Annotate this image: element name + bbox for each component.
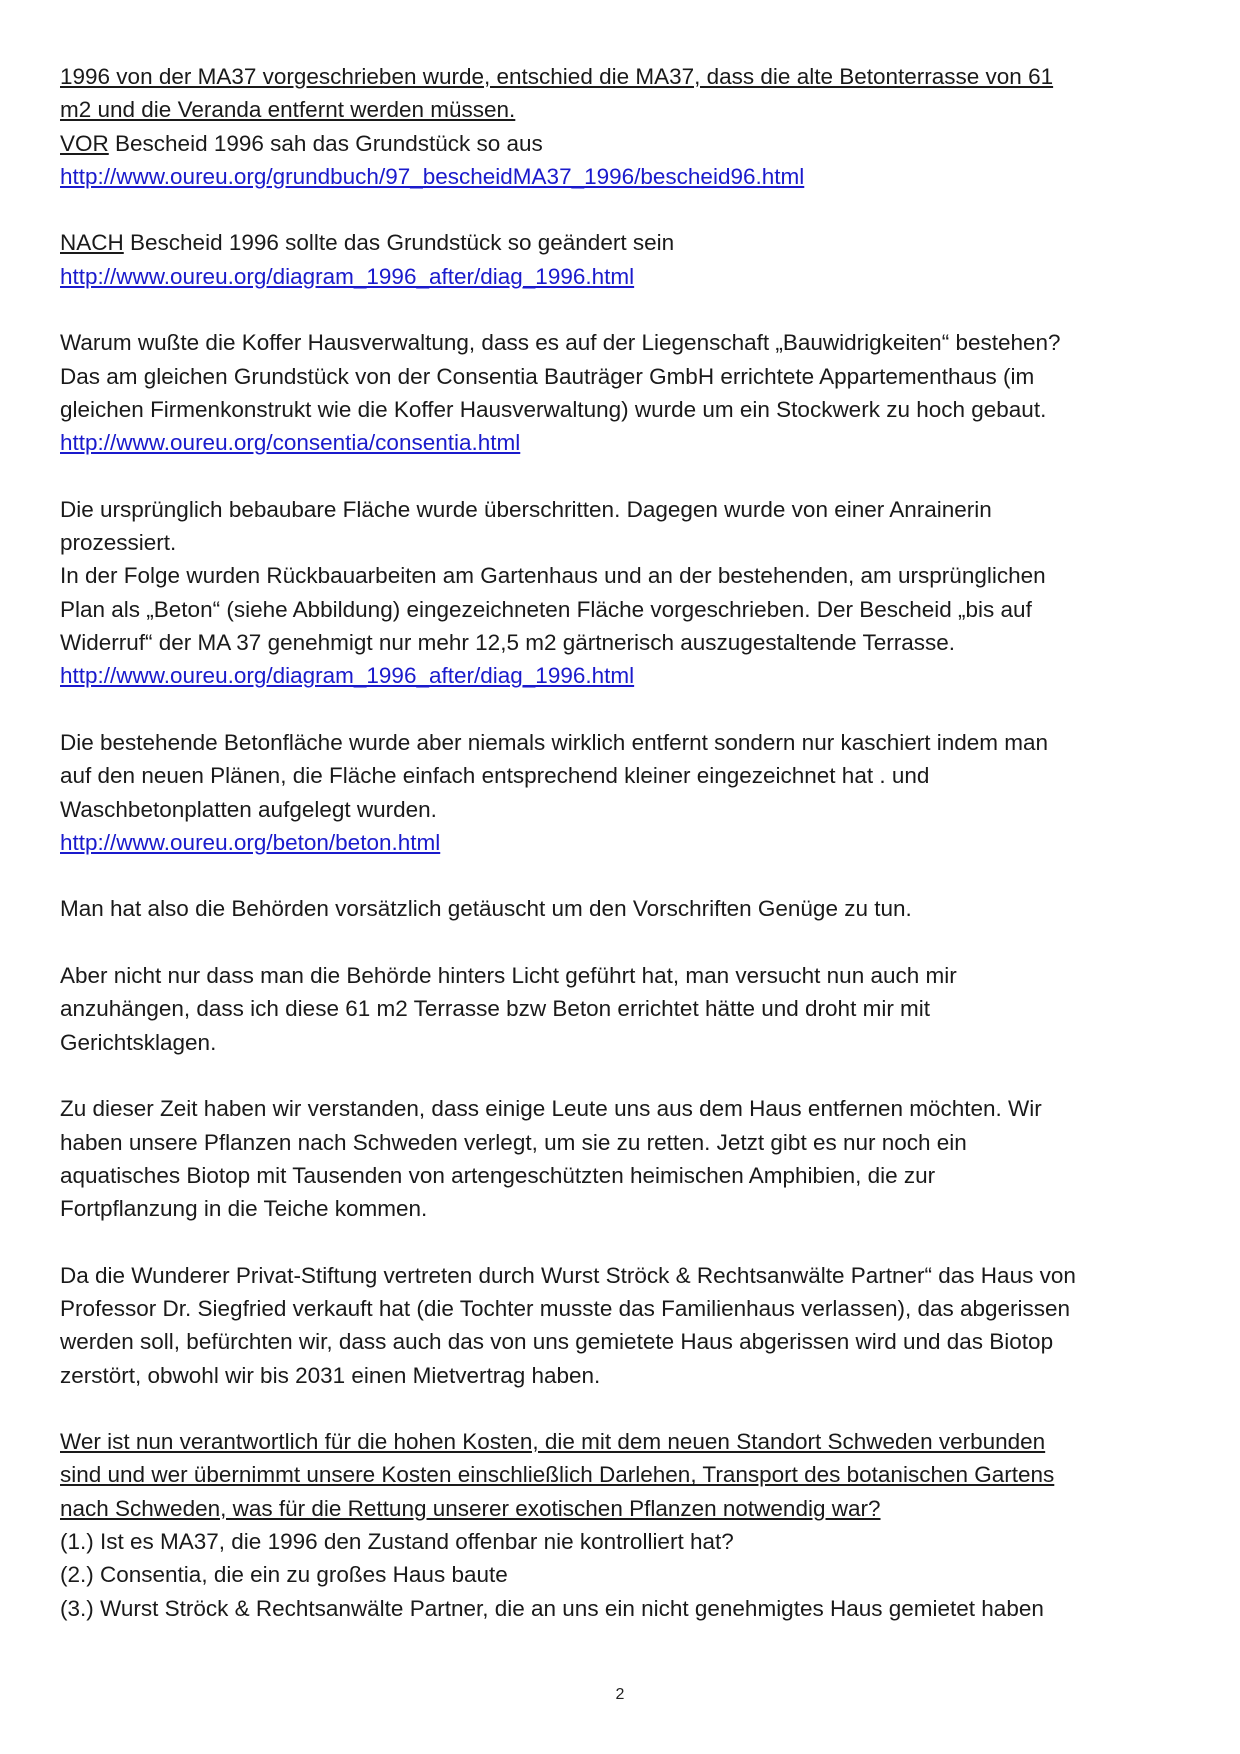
spacer bbox=[60, 1059, 1190, 1092]
after-paragraph bbox=[60, 226, 1190, 259]
blame-line-3: Gerichtsklagen. bbox=[60, 1029, 217, 1055]
after-link[interactable]: http://www.oureu.org/diagram_1996_after/diag_1996.html bbox=[60, 263, 635, 289]
intro-line-1: 1996 von der MA37 vorgeschrieben wurde, entschied die MA37, dass die alte Betonterrasse von 61 bbox=[60, 64, 1054, 89]
area-line-2: prozessiert. bbox=[60, 530, 177, 556]
document-page bbox=[60, 60, 1190, 1625]
question-line-3: nach Schweden, was für die Rettung unserer exotischen Pflanzen notwendig war? bbox=[60, 1495, 881, 1521]
before-link[interactable]: http://www.oureu.org/grundbuch/97_bescheidMA37_1996/bescheid96.html bbox=[60, 163, 805, 189]
sweden-line-1: Zu dieser Zeit haben wir verstanden, dass einige Leute uns aus dem Haus entfernen möchten. Wir bbox=[60, 1096, 1042, 1122]
question-line-1: Wer ist nun verantwortlich für die hohen Kosten, die mit dem neuen Standort Schweden verbunden bbox=[60, 1429, 1046, 1455]
concrete-line-3: Waschbetonplatten aufgelegt wurden. bbox=[60, 796, 437, 822]
list-item: (3.) Wurst Ströck & Rechtsanwälte Partner, die an uns ein nicht genehmigtes Haus gemietet haben bbox=[60, 1595, 1044, 1621]
foundation-line-1: Da die Wunderer Privat-Stiftung vertreten durch Wurst Ströck & Rechtsanwälte Partner“ das Haus von bbox=[60, 1262, 1076, 1288]
area-line-1: Die ursprünglich bebaubare Fläche wurde überschritten. Dagegen wurde von einer Anrainerin bbox=[60, 496, 992, 522]
sweden-line-4: Fortpflanzung in die Teiche kommen. bbox=[60, 1196, 428, 1222]
blame-line-2: anzuhängen, dass ich diese 61 m2 Terrasse bzw Beton errichtet hätte und droht mir mit bbox=[60, 996, 931, 1022]
after-text: Bescheid 1996 sollte das Grundstück so geändert sein bbox=[123, 230, 675, 256]
deceived-line-1: Man hat also die Behörden vorsätzlich getäuscht um den Vorschriften Genüge zu tun. bbox=[60, 896, 912, 922]
question-line-2: sind und wer übernimmt unsere Kosten einschließlich Darlehen, Transport des botanischen Gartens bbox=[60, 1462, 1055, 1488]
consentia-link[interactable]: http://www.oureu.org/consentia/consentia.html bbox=[60, 430, 521, 456]
beton-link[interactable]: http://www.oureu.org/beton/beton.html bbox=[60, 829, 441, 855]
page-number: 2 bbox=[615, 1686, 625, 1703]
sweden-line-3: aquatisches Biotop mit Tausenden von artengeschützten heimischen Amphibien, die zur bbox=[60, 1162, 936, 1188]
foundation-line-3: werden soll, befürchten wir, dass auch das von uns gemietete Haus abgerissen wird und das Biotop bbox=[60, 1329, 1054, 1355]
area-line-3: In der Folge wurden Rückbauarbeiten am Gartenhaus und an der bestehenden, am ursprünglichen bbox=[60, 563, 1046, 589]
intro-line-2: m2 und die Veranda entfernt werden müssen. bbox=[60, 97, 516, 123]
list-item: (1.) Ist es MA37, die 1996 den Zustand offenbar nie kontrolliert hat? bbox=[60, 1529, 734, 1555]
spacer bbox=[60, 460, 1190, 493]
spacer bbox=[60, 293, 1190, 326]
spacer bbox=[60, 859, 1190, 892]
foundation-line-2: Professor Dr. Siegfried verkauft hat (die Tochter musste das Familienhaus verlassen), das abgerissen bbox=[60, 1295, 1071, 1321]
spacer bbox=[60, 926, 1190, 959]
spacer bbox=[60, 1225, 1190, 1258]
concrete-line-1: Die bestehende Betonfläche wurde aber niemals wirklich entfernt sondern nur kaschiert indem man bbox=[60, 729, 1049, 755]
why-line-1: Warum wußte die Koffer Hausverwaltung, dass es auf der Liegenschaft „Bauwidrigkeiten“ bestehen? bbox=[60, 330, 1061, 356]
concrete-line-2: auf den neuen Plänen, die Fläche einfach entsprechend kleiner eingezeichnet hat . und bbox=[60, 763, 930, 789]
spacer bbox=[60, 1392, 1190, 1425]
sweden-line-2: haben unsere Pflanzen nach Schweden verlegt, um sie zu retten. Jetzt gibt es nur noch ein bbox=[60, 1129, 967, 1155]
why-line-2: Das am gleichen Grundstück von der Consentia Bauträger GmbH errichtete Appartementhaus (im bbox=[60, 363, 1035, 389]
before-paragraph bbox=[60, 127, 1190, 160]
why-line-3: gleichen Firmenkonstrukt wie die Koffer Hausverwaltung) wurde um ein Stockwerk zu hoch gebaut. bbox=[60, 396, 1047, 422]
blame-line-1: Aber nicht nur dass man die Behörde hinters Licht geführt hat, man versucht nun auch mir bbox=[60, 963, 957, 989]
area-line-5: Widerruf“ der MA 37 genehmigt nur mehr 12,5 m2 gärtnerisch auszugestaltende Terrasse. bbox=[60, 630, 956, 656]
foundation-line-4: zerstört, obwohl wir bis 2031 einen Mietvertrag haben. bbox=[60, 1362, 601, 1388]
spacer bbox=[60, 193, 1190, 226]
area-line-4: Plan als „Beton“ (siehe Abbildung) eingezeichneten Fläche vorgeschrieben. Der Bescheid „bis auf bbox=[60, 596, 1032, 622]
spacer bbox=[60, 693, 1190, 726]
list-item: (2.) Consentia, die ein zu großes Haus baute bbox=[60, 1562, 508, 1588]
before-text: Bescheid 1996 sah das Grundstück so aus bbox=[108, 130, 543, 156]
diagram-link[interactable]: http://www.oureu.org/diagram_1996_after/diag_1996.html bbox=[60, 663, 635, 689]
before-label: VOR bbox=[60, 130, 109, 156]
after-label: NACH bbox=[60, 230, 124, 256]
